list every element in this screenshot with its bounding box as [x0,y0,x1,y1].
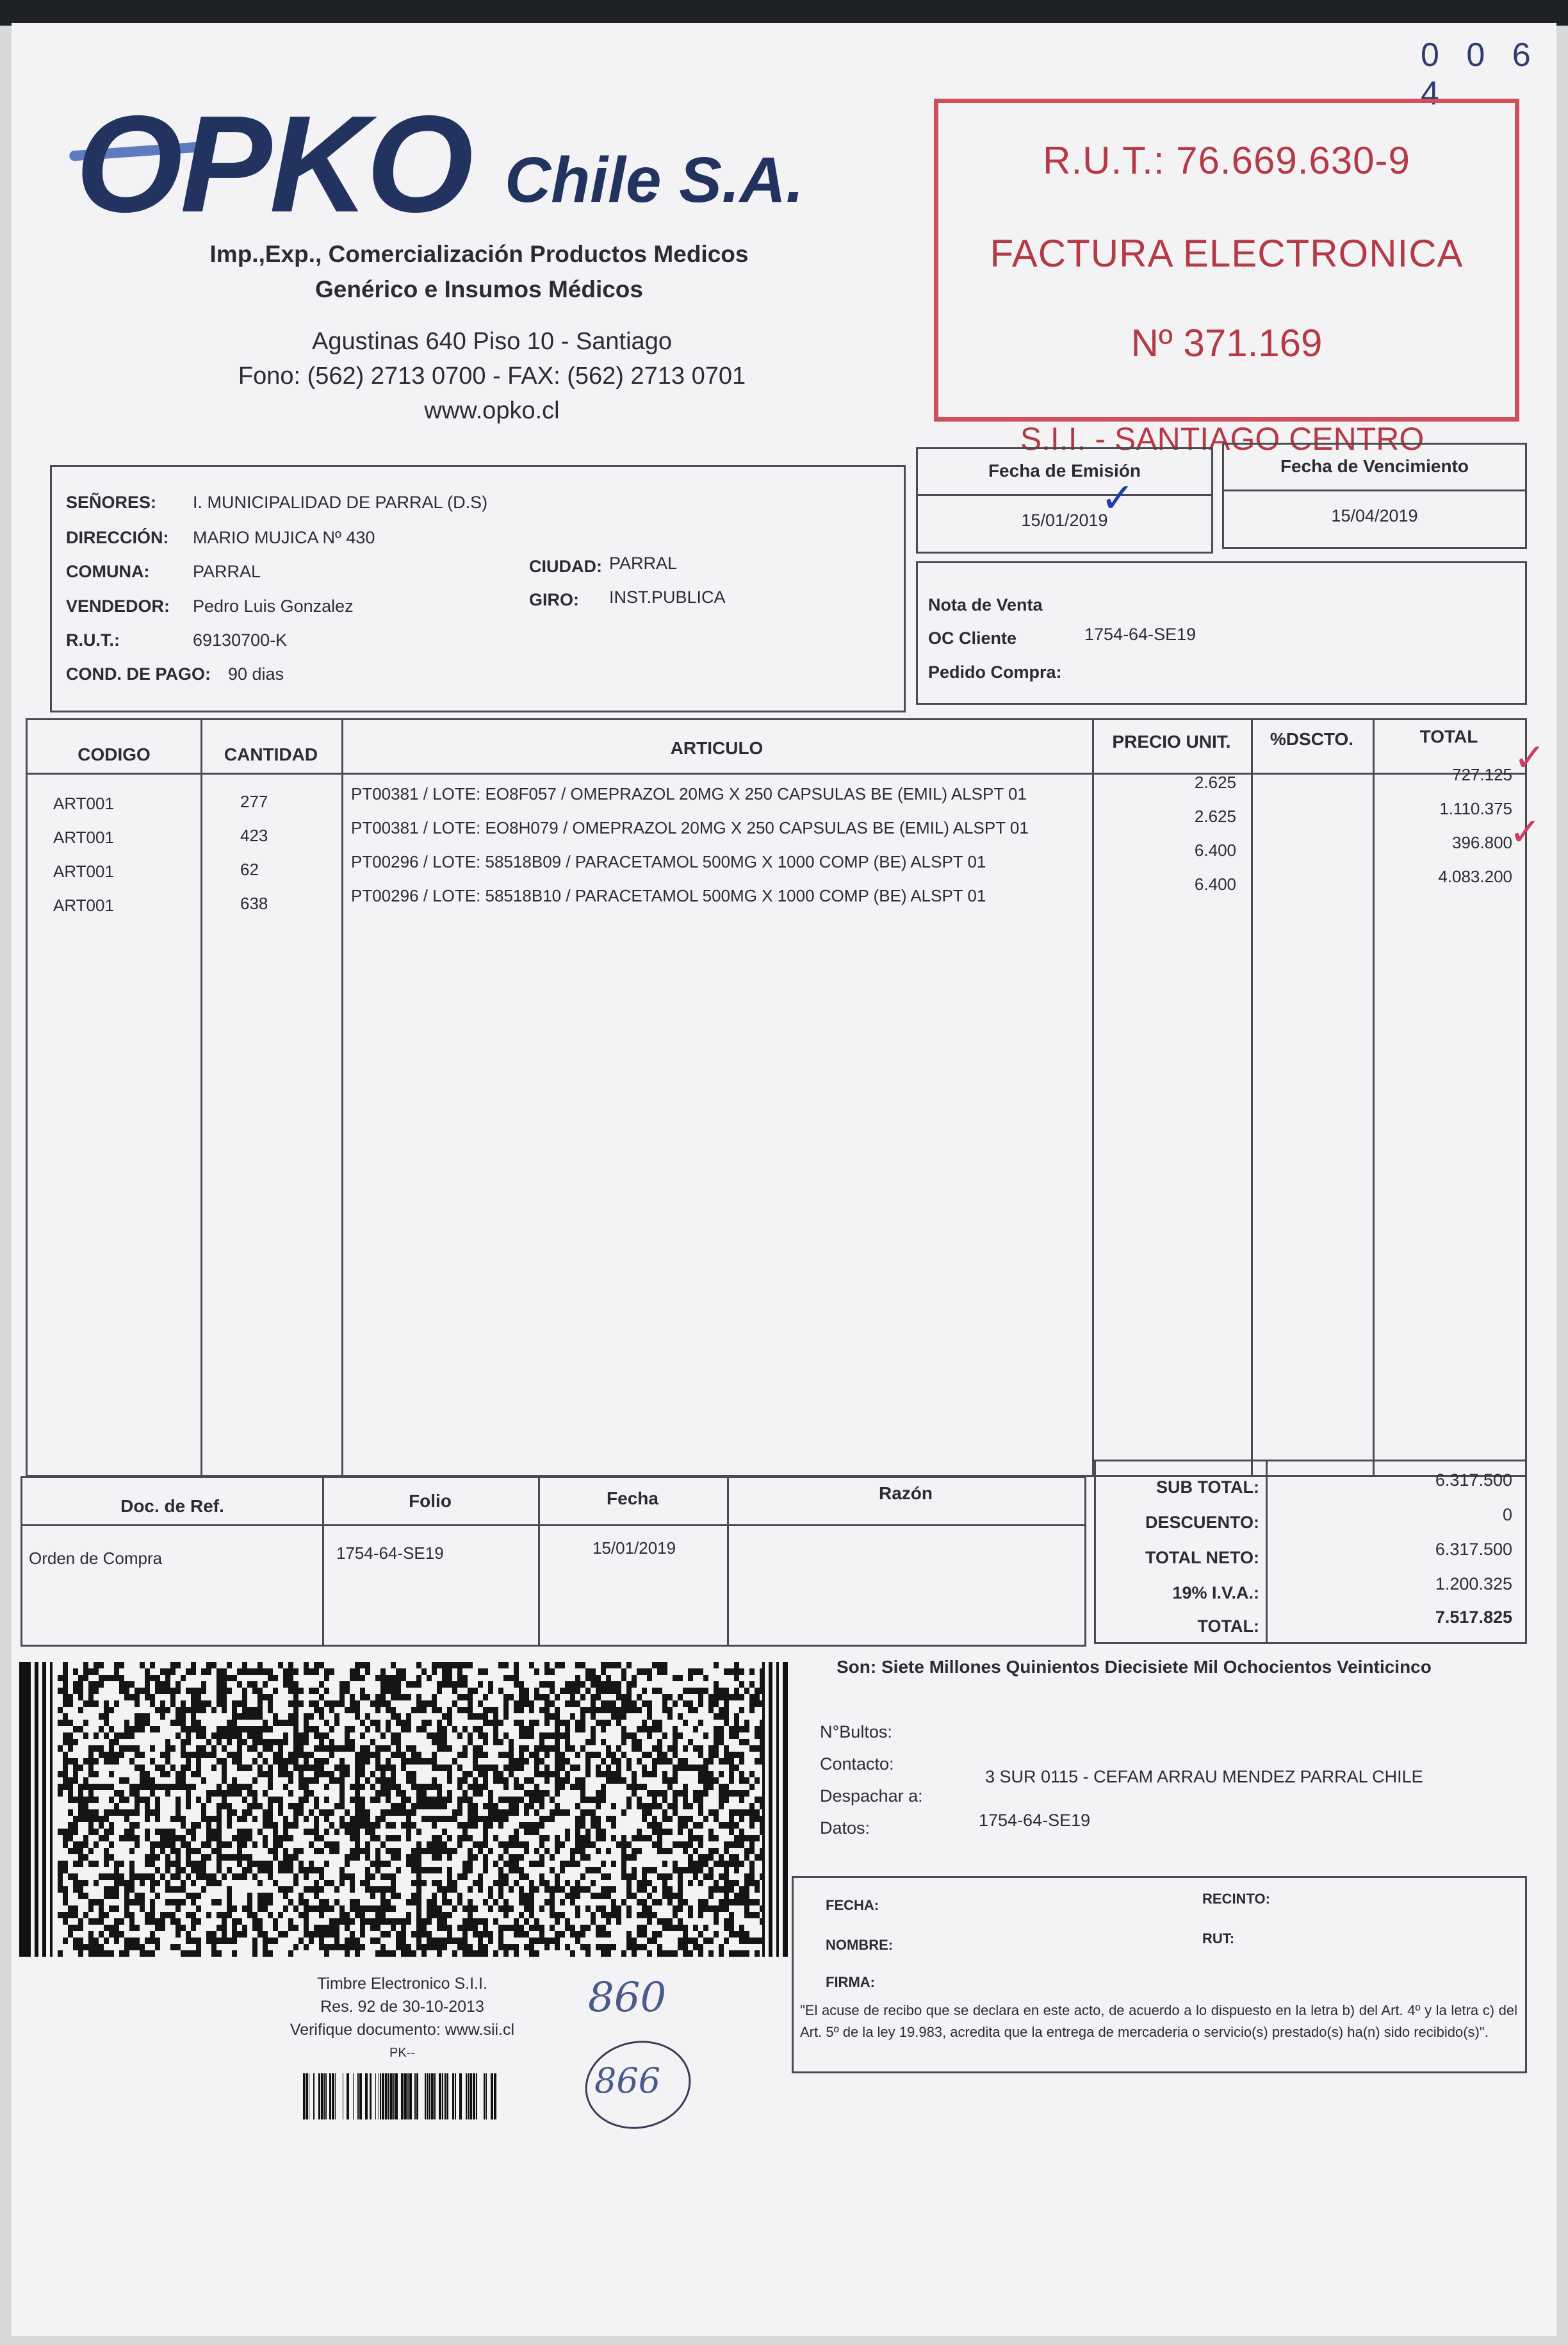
client-box [50,465,906,712]
vendedor-label: VENDEDOR: [66,597,170,616]
bultos-label: N°Bultos: [820,1722,892,1741]
contacto-label: Contacto: [820,1754,894,1773]
sii-office: S.I.I. - SANTIAGO CENTRO [1020,421,1425,457]
company-web: www.opko.cl [424,397,560,424]
item-code: ART001 [53,794,114,813]
col-razon: Razón [879,1483,933,1503]
cond-pago-label: COND. DE PAGO: [66,664,211,684]
subtotal-label: SUB TOTAL: [1156,1477,1259,1497]
item-description: PT00296 / LOTE: 58518B09 / PARACETAMOL 500MG X 1000 COMP (BE) ALSPT 01 [351,852,986,871]
item-price: 2.625 [1194,807,1236,826]
oc-cliente-label: OC Cliente [928,629,1017,648]
ciudad-label: CIUDAD: [529,557,602,576]
ship-data: 1754-64-SE19 [979,1811,1091,1830]
item-price: 6.400 [1194,875,1236,894]
timbre-line-2: Res. 92 de 30-10-2013 [320,1998,484,2016]
emission-date-label: Fecha de Emisión [988,461,1141,481]
doc-ref-table [20,1476,1086,1647]
company-tagline-2: Genérico e Insumos Médicos [315,276,643,302]
iva-label: 19% I.V.A.: [1172,1583,1259,1602]
handwritten-circled-note: 866 [594,2061,661,2101]
payment-terms: 90 dias [228,664,284,684]
col-folio: Folio [409,1491,452,1511]
neto-label: TOTAL NETO: [1145,1548,1259,1567]
col-precio: PRECIO UNIT. [1112,732,1231,752]
col-fecha: Fecha [607,1488,658,1508]
document-type: FACTURA ELECTRONICA [990,232,1464,275]
total-value: 7.517.825 [1435,1608,1512,1627]
totals-box [1094,1460,1527,1644]
timbre-block [255,1972,550,2064]
company-address: Agustinas 640 Piso 10 - Santiago [312,328,672,355]
client-city: PARRAL [609,554,678,573]
receipt-firma-label: FIRMA: [826,1974,875,1990]
small-barcode [303,2073,502,2119]
ref-fecha: 15/01/2019 [592,1538,676,1558]
issuer-rut: R.U.T.: 76.669.630-9 [1043,139,1410,182]
datos-label: Datos: [820,1818,870,1838]
col-dscto: %DSCTO. [1270,729,1354,749]
pedido-compra-label: Pedido Compra: [928,662,1062,682]
emission-date: 15/01/2019 [1021,511,1108,530]
ref-folio: 1754-64-SE19 [336,1543,444,1563]
ref-doc: Orden de Compra [29,1549,163,1568]
item-code: ART001 [53,896,114,915]
item-total: 396.800 [1452,833,1512,852]
nota-venta-label: Nota de Venta [928,595,1043,614]
comuna-label: COMUNA: [66,562,150,581]
item-qty: 277 [240,792,268,811]
company-logo-sub: Chile S.A. [505,144,804,216]
due-date: 15/04/2019 [1331,506,1418,525]
item-total: 4.083.200 [1438,867,1512,886]
item-description: PT00296 / LOTE: 58518B10 / PARACETAMOL 500MG X 1000 COMP (BE) ALSPT 01 [351,886,986,905]
timbre-line-1: Timbre Electronico S.I.I. [317,1975,487,1993]
giro-label: GIRO: [529,590,579,609]
invoice-paper [12,23,1556,2336]
invoice-number: Nº 371.169 [1131,322,1323,365]
timbre-line-3: Verifique documento: www.sii.cl [290,2021,515,2039]
client-address: MARIO MUJICA Nº 430 [193,528,375,547]
senores-label: SEÑORES: [66,493,157,512]
client-comuna: PARRAL [193,562,261,581]
due-date-label: Fecha de Vencimiento [1280,456,1469,476]
checkmark-icon: ✓ [1100,475,1135,522]
item-price: 2.625 [1194,773,1236,792]
receipt-recinto-label: RECINTO: [1202,1891,1270,1907]
client-rut: 69130700-K [193,630,288,650]
company-phone: Fono: (562) 2713 0700 - FAX: (562) 2713 0701 [238,363,746,390]
oc-cliente: 1754-64-SE19 [1084,625,1196,644]
client-giro: INST.PUBLICA [609,588,726,607]
company-tagline-1: Imp.,Exp., Comercialización Productos Medicos [209,241,749,267]
company-contact [191,324,793,428]
ship-address: 3 SUR 0115 - CEFAM ARRAU MENDEZ PARRAL CHILE [985,1767,1423,1786]
item-price: 6.400 [1194,841,1236,860]
descuento-value: 0 [1502,1505,1512,1524]
item-code: ART001 [53,862,114,881]
despachar-label: Despachar a: [820,1786,923,1806]
col-articulo: ARTICULO [670,738,764,758]
due-date-box [1222,443,1527,549]
handwritten-note: 860 [588,1974,667,2021]
col-cantidad: CANTIDAD [224,745,318,764]
item-description: PT00381 / LOTE: EO8F057 / OMEPRAZOL 20MG X 250 CAPSULAS BE (EMIL) ALSPT 01 [351,784,1027,803]
rut-label: R.U.T.: [66,630,120,650]
photo-top-edge [0,0,1568,26]
col-codigo: CODIGO [78,745,151,764]
item-qty: 62 [240,860,259,879]
descuento-label: DESCUENTO: [1145,1513,1259,1532]
item-total: 1.110.375 [1439,799,1512,818]
item-code: ART001 [53,828,114,847]
iva-value: 1.200.325 [1435,1574,1512,1593]
col-total: TOTAL [1419,727,1478,746]
item-description: PT00381 / LOTE: EO8H079 / OMEPRAZOL 20MG X 250 CAPSULAS BE (EMIL) ALSPT 01 [351,818,1029,837]
order-ref-box [916,561,1527,705]
receipt-rut-label: RUT: [1202,1930,1235,1946]
amount-in-words: Son: Siete Millones Quinientos Diecisiete Mil Ochocientos Veinticinco [837,1657,1432,1677]
receipt-nombre-label: NOMBRE: [826,1937,894,1953]
item-total: 727.125 [1452,765,1512,784]
seller-name: Pedro Luis Gonzalez [193,597,354,616]
timbre-line-4: PK-- [389,2046,415,2060]
company-logo: OPKO [76,86,471,241]
item-qty: 423 [240,826,268,845]
neto-value: 6.317.500 [1435,1540,1512,1559]
total-label: TOTAL: [1197,1617,1259,1636]
serial-number: 0 0 6 4 [1421,37,1540,112]
subtotal-value: 6.317.500 [1435,1470,1512,1490]
direccion-label: DIRECCIÓN: [66,528,169,547]
items-table [26,718,1527,1477]
receipt-box [792,1876,1527,2073]
red-tick-icon: ✓ [1509,810,1542,855]
emission-date-box [916,447,1213,554]
item-qty: 638 [240,894,268,913]
client-name: I. MUNICIPALIDAD DE PARRAL (D.S) [193,493,488,512]
electronic-stamp-barcode [19,1662,788,1957]
receipt-legal-note: "El acuse de recibo que se declara en este acto, de acuerdo a lo dispuesto en la letra b) del Art. 4º y la letra c) del Art. 5º de la ley 19.983, acredita que la entrega de mercaderia o servicio(s) prestado(s) ha(n) sido recibido(s)". [800,2002,1517,2040]
col-doc-ref: Doc. de Ref. [120,1496,224,1516]
receipt-fecha-label: FECHA: [826,1897,879,1913]
sii-box [934,99,1519,422]
red-tick-icon: ✓ [1514,736,1546,780]
